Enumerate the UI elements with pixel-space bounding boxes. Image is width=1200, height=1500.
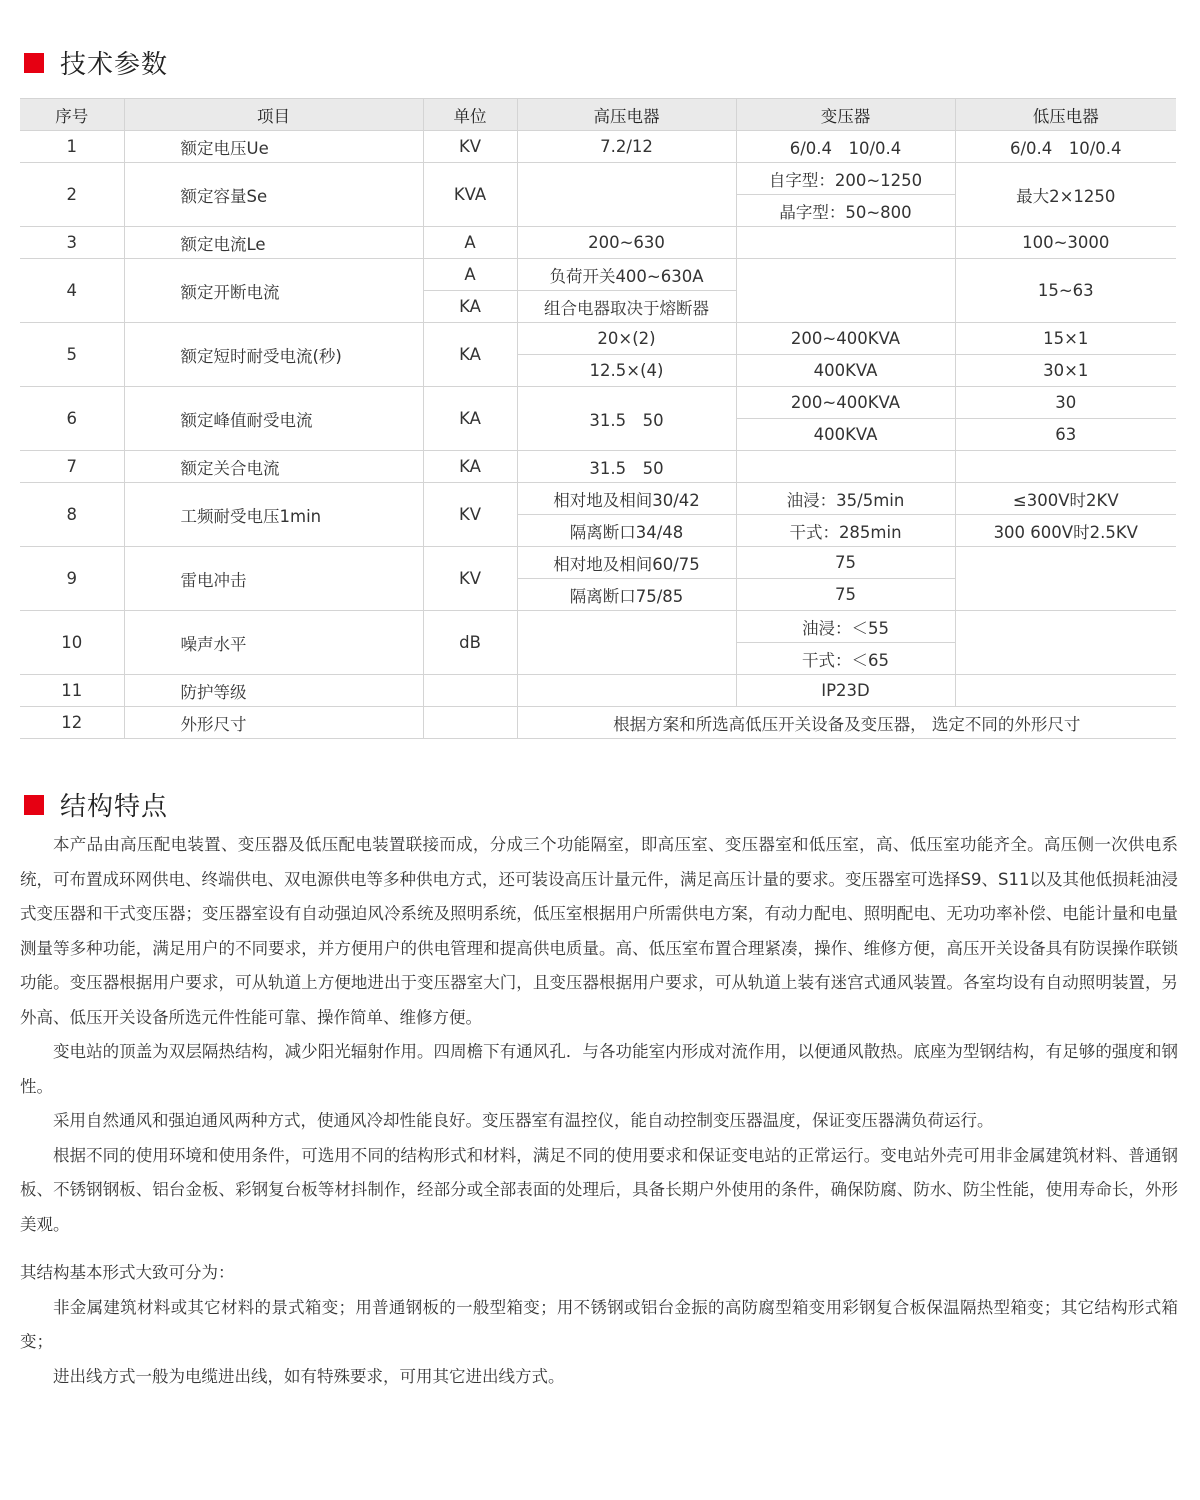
cell-transformer: 400KVA [736,355,955,387]
cell-lv: 100~3000 [955,227,1176,259]
cell-spanning-note: 根据方案和所选高低压开关设备及变压器， 选定不同的外形尺寸 [517,707,1176,739]
cell-hv: 12.5×(4) [517,355,736,387]
cell-hv: 相对地及相间60/75 [517,547,736,579]
paragraph: 采用自然通风和强迫通风两种方式，使通风冷却性能良好。变压器室有温控仪，能自动控制变压器温度，保证变压器满负荷运行。 [53,1111,994,1130]
cell-lv: 6/0.4 10/0.4 [955,131,1176,163]
cell-unit: KV [423,131,517,163]
cell-transformer: 油浸：＜55 [736,611,955,643]
cell-unit: KA [423,291,517,323]
cell-no: 5 [20,323,124,387]
cell-lv: 63 [955,419,1176,451]
paragraph: 本产品由高压配电装置、变压器及低压配电装置联接而成，分成三个功能隔室，即高压室、变压器室和低压室，高、低压室功能齐全。高压侧一次供电系统，可布置成环网供电、终端供电、双电源供电等多种供电方式，还可装设高压计量元件，满足高压计量的要求。变压器室可选择S9、S11以及其他低损耗油浸式变压器和干式变压器；变压器室设有自动强迫风冷系统及照明系统，低压室根据用户所需供电方案，有动力配电、照明配电、无功功率补偿、电能计量和电量测量等多种功能，满足用户的不同要求，并方便用户的供电管理和提高供电质量。高、低压室布置合理紧凑，操作、维修方便，高压开关设备具有防误操作联锁功能。变压器根据用户要求，可从轨道上方便地进出于变压器室大门，且变压器根据用户要求，可从轨道上装有迷宫式通风装置。各室均设有自动照明装置，另外高、低压开关设备所选元件性能可靠、操作简单、维修方便。 [20,835,1178,1027]
cell-transformer: 干式：＜65 [736,643,955,675]
cell-transformer [736,259,955,323]
cell-unit: KA [423,451,517,483]
cell-hv: 负荷开关400~630A [517,259,736,291]
cell-transformer: 晶字型：50~800 [736,195,955,227]
table-row [20,163,1176,195]
cell-no: 8 [20,483,124,547]
section-title: 技术参数 [60,50,169,80]
cell-lv: ≤300V时2KV [955,483,1176,515]
cell-transformer: IP23D [736,675,955,707]
cell-hv: 相对地及相间30/42 [517,483,736,515]
section-heading-tech-params [24,44,168,81]
cell-transformer: 75 [736,579,955,611]
cell-item: 额定开断电流 [124,259,423,323]
cell-hv: 200~630 [517,227,736,259]
cell-transformer: 油浸：35/5min [736,483,955,515]
paragraph: 非金属建筑材料或其它材料的景式箱变；用普通钢板的一般型箱变；用不锈钢或铝台金振的高防腐型箱变用彩钢复合板保温隔热型箱变；其它结构形式箱变； [20,1297,1178,1351]
cell-unit [423,707,517,739]
cell-lv: 15~63 [955,259,1176,323]
cell-unit: KV [423,547,517,611]
cell-no: 11 [20,675,124,707]
cell-lv: 30 [955,387,1176,419]
col-header-lv: 低压电器 [955,99,1176,131]
section-title: 结构特点 [60,792,169,822]
cell-unit: dB [423,611,517,675]
cell-item: 额定电流Le [124,227,423,259]
cell-transformer: 200~400KVA [736,323,955,355]
cell-transformer: 干式：285min [736,515,955,547]
cell-no: 2 [20,163,124,227]
cell-hv: 20×(2) [517,323,736,355]
cell-item: 防护等级 [124,675,423,707]
cell-unit: KVA [423,163,517,227]
table-row [20,259,1176,291]
cell-lv: 300 600V时2.5KV [955,515,1176,547]
red-square-icon [24,795,44,815]
cell-hv: 隔离断口75/85 [517,579,736,611]
cell-item: 额定容量Se [124,163,423,227]
cell-no: 10 [20,611,124,675]
cell-lv [955,675,1176,707]
table-row [20,483,1176,515]
table-row [20,323,1176,355]
cell-item: 雷电冲击 [124,547,423,611]
cell-unit: KA [423,387,517,451]
cell-transformer: 75 [736,547,955,579]
table-row [20,387,1176,419]
paragraph: 根据不同的使用环境和使用条件，可选用不同的结构形式和材料，满足不同的使用要求和保证变电站的正常运行。变电站外壳可用非金属建筑材料、普通钢板、不锈钢钢板、铝台金板、彩钢复台板等材抖制作，经部分或全部表面的处理后，具备长期户外使用的条件，确保防腐、防水、防尘性能，使用寿命长，外形美观。 [20,1145,1178,1234]
cell-item: 额定峰值耐受电流 [124,387,423,451]
table-row [20,451,1176,483]
cell-unit: A [423,259,517,291]
cell-hv [517,163,736,227]
col-header-no: 序号 [20,99,124,131]
cell-item: 额定电压Ue [124,131,423,163]
cell-lv [955,611,1176,675]
col-header-transformer: 变压器 [736,99,955,131]
cell-item: 外形尺寸 [124,707,423,739]
cell-no: 1 [20,131,124,163]
cell-hv: 组合电器取决于熔断器 [517,291,736,323]
paragraph: 进出线方式一般为电缆进出线，如有特殊要求，可用其它进出线方式。 [53,1366,565,1386]
table-row [20,707,1176,739]
cell-transformer [736,451,955,483]
cell-no: 9 [20,547,124,611]
table-row [20,611,1176,643]
cell-item: 额定关合电流 [124,451,423,483]
red-square-icon [24,53,44,73]
table-row [20,227,1176,259]
cell-transformer [736,227,955,259]
cell-lv: 最大2×1250 [955,163,1176,227]
paragraph: 其结构基本形式大致可分为： [20,1263,235,1282]
cell-hv: 隔离断口34/48 [517,515,736,547]
cell-item: 额定短时耐受电流(秒) [124,323,423,387]
cell-no: 7 [20,451,124,483]
table-row [20,131,1176,163]
cell-no: 4 [20,259,124,323]
table-row [20,547,1176,579]
cell-unit: A [423,227,517,259]
structure-features-text [20,828,1178,1394]
tech-params-table [20,98,1176,739]
col-header-unit: 单位 [423,99,517,131]
col-header-hv: 高压电器 [517,99,736,131]
col-header-item: 项目 [124,99,423,131]
cell-lv: 30×1 [955,355,1176,387]
cell-unit: KV [423,483,517,547]
cell-transformer: 200~400KVA [736,387,955,419]
cell-lv [955,451,1176,483]
cell-hv: 31.5 50 [517,387,736,451]
cell-no: 3 [20,227,124,259]
cell-item: 工频耐受电压1min [124,483,423,547]
cell-hv [517,675,736,707]
cell-item: 噪声水平 [124,611,423,675]
table-row [20,675,1176,707]
cell-transformer: 6/0.4 10/0.4 [736,131,955,163]
cell-no: 12 [20,707,124,739]
cell-hv [517,611,736,675]
cell-transformer: 自字型：200~1250 [736,163,955,195]
cell-lv [955,547,1176,611]
table-header-row [20,99,1176,131]
cell-no: 6 [20,387,124,451]
paragraph: 变电站的顶盖为双层隔热结构，减少阳光辐射作用。四周檐下有通风孔．与各功能室内形成对流作用，以便通风散热。底座为型钢结构，有足够的强度和钢性。 [20,1042,1178,1096]
cell-unit: KA [423,323,517,387]
cell-unit [423,675,517,707]
cell-lv: 15×1 [955,323,1176,355]
cell-hv: 31.5 50 [517,451,736,483]
section-heading-structure [24,786,168,823]
cell-transformer: 400KVA [736,419,955,451]
cell-hv: 7.2/12 [517,131,736,163]
